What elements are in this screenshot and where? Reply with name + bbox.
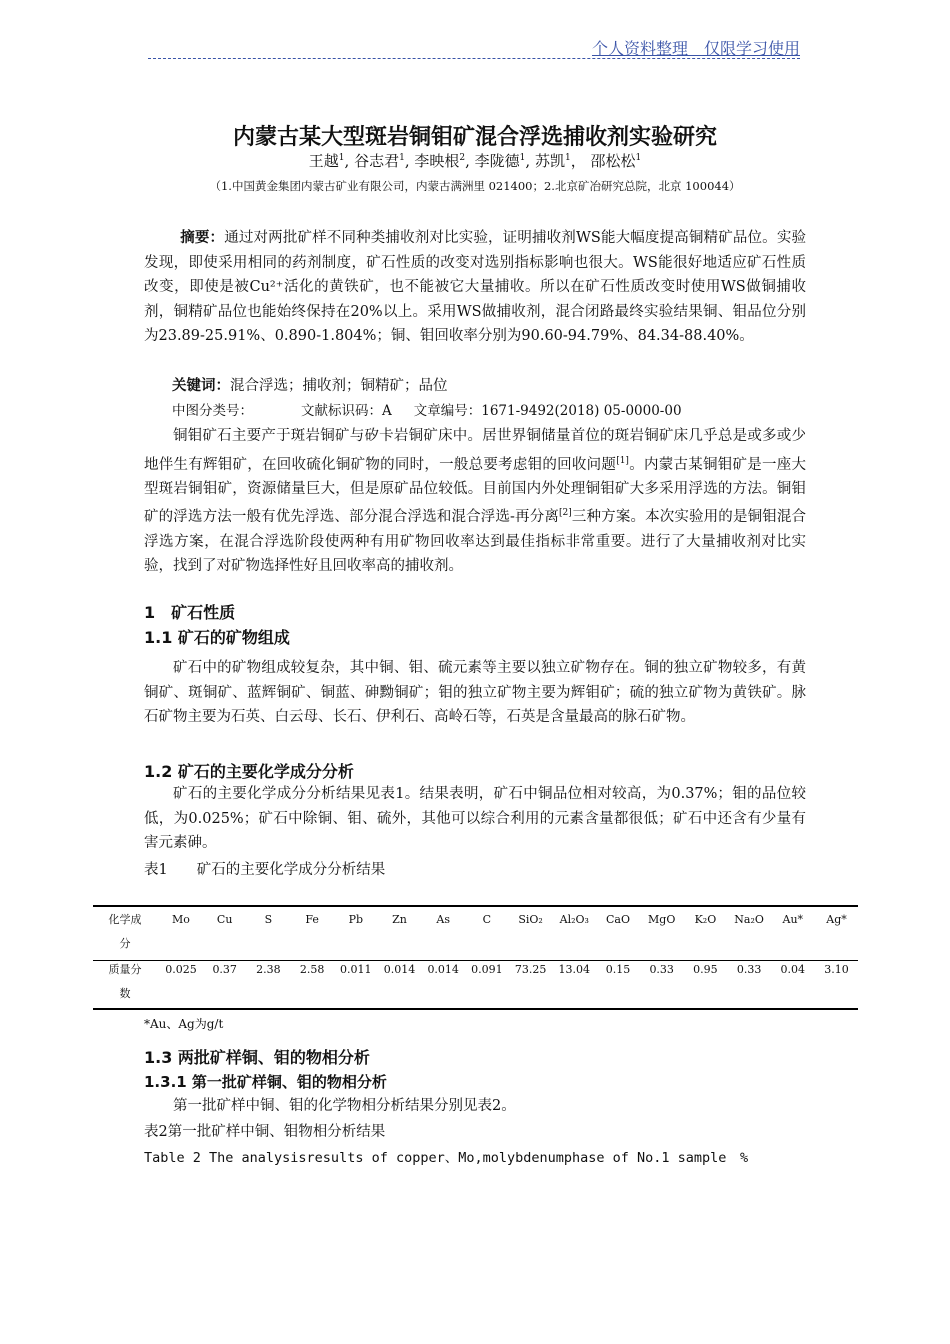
table1-cell: 3.10 (824, 963, 849, 976)
affiliation: （1.中国黄金集团内蒙古矿业有限公司，内蒙古满洲里 021400；2.北京矿冶研究总院，北京 100044） (209, 179, 741, 193)
author-name: 谷志君 (354, 152, 400, 170)
document-code: 文献标识码：A (301, 403, 392, 419)
author-affiliation-mark: 1 (564, 153, 571, 163)
watermark-text: 个人资料整理 仅限学习使用 (591, 39, 800, 58)
author-affiliation-mark: 1 (519, 153, 526, 163)
mineral-composition-paragraph: 矿石中的矿物组成较复杂，其中铜、钼、硫元素等主要以独立矿物存在。铜的独立矿物较多，有黄铜矿、斑铜矿、蓝辉铜矿、铜蓝、砷黝铜矿；钼的独立矿物主要为辉钼矿；硫的独立矿物为黄铁矿。脉石矿物主要为石英、白云母、长石、伊利石、高岭石等，石英是含量最高的脉石矿物。 (144, 660, 806, 725)
table1-column-header: Pb (348, 913, 364, 926)
table1-cell: 0.33 (736, 963, 762, 976)
intro-text: 铜钼矿石主要产于斑岩铜矿与矽卡岩铜矿床中。居世界铜储量首位的斑岩铜矿床几乎总是或多或少地伴生有辉钼矿，在回收硫化铜矿物的同时，一般总要考虑钼的回收问题 (144, 428, 806, 473)
table1-cell: 2.38 (256, 963, 281, 976)
keywords-label: 关键词： (172, 378, 230, 394)
table2-caption-cn: 表2第一批矿样中铜、钼物相分析结果 (144, 1124, 386, 1140)
clc-label: 中图分类号： (172, 403, 253, 419)
table1-column-header: As (436, 913, 450, 926)
table1-cell: 0.37 (212, 963, 237, 976)
table1-column-header: S (264, 913, 273, 926)
table1-column-header: K₂O (694, 913, 717, 926)
table1-cell: 0.091 (471, 963, 503, 976)
section-heading-1: 1 矿石性质 (144, 603, 236, 622)
table1-column-header: CaO (606, 913, 630, 926)
table1-cell: 73.25 (514, 963, 547, 976)
author-name: 李映根 (414, 152, 460, 170)
table1-header-label-line: 分 (119, 937, 131, 950)
table1-header-label (100, 908, 150, 956)
keywords (172, 374, 802, 399)
table1-row-label-line: 数 (119, 987, 131, 1000)
author-list: 王越$^1$, 谷志君$^1$, 李映根$^2$, 李陇德$^1$, 苏凯$^1$， 邵松松$^1$ (308, 152, 642, 170)
paper-title: 内蒙古某大型斑岩铜钼矿混合浮选捕收剂实验研究 (232, 125, 717, 150)
phase-analysis-paragraph: 第一批矿样中铜、钼的化学物相分析结果分别见表2。 (173, 1098, 516, 1114)
table1-column-header: C (482, 913, 492, 926)
table1-column-header: Cu (216, 913, 233, 926)
table1-column-header: SiO₂ (518, 913, 543, 926)
table1-cell: 0.014 (383, 963, 416, 976)
table1-cell: 0.04 (780, 963, 806, 976)
table1-cell: 0.011 (340, 963, 372, 976)
table1-header-label-line: 化学成 (108, 913, 142, 926)
citation-ref[interactable]: [1] (616, 455, 629, 466)
table1-column-header: MgO (648, 913, 676, 926)
table1-bottom-rule (93, 1008, 858, 1010)
table1-row-label-line: 质量分 (108, 963, 142, 976)
author-affiliation-mark: 1 (399, 153, 405, 163)
table1-cell: 0.33 (649, 963, 674, 976)
author-affiliation-mark: 2 (459, 153, 466, 163)
author-name: 李陇德 (474, 152, 520, 170)
section-heading-1-3-1: 1.3.1 第一批矿样铜、钼的物相分析 (144, 1073, 387, 1091)
table1-cell: 2.58 (299, 963, 325, 976)
abstract-label: 摘要： (180, 230, 225, 246)
author-affiliation-mark: 1 (338, 153, 345, 163)
chemical-analysis-paragraph: 矿石的主要化学成分分析结果见表1。结果表明，矿石中铜品位相对较高，为0.37%；钼的品位较低，为0.025%；矿石中除铜、钼、硫外，其他可以综合利用的元素含量都很低；矿石中还含有少量有害元素砷。 (144, 786, 806, 851)
table1-cell: 0.014 (427, 963, 459, 976)
table1-column-header: Fe (305, 913, 319, 926)
table1-caption: 表1 矿石的主要化学成分分析结果 (144, 862, 386, 878)
section-heading-1-1: 1.1 矿石的矿物组成 (144, 628, 290, 647)
table1-note: *Au、Ag为g/t (144, 1017, 224, 1031)
table1-column-header: Mo (172, 913, 190, 926)
table1-column-header: Na₂O (734, 913, 764, 926)
section-heading-1-3: 1.3 两批矿样铜、钼的物相分析 (144, 1048, 370, 1067)
table1-cell: 13.04 (558, 963, 591, 976)
table1-top-rule (93, 905, 858, 907)
citation-ref[interactable]: [2] (559, 508, 572, 519)
table1-column-header: Al₂O₃ (559, 913, 589, 926)
table1-column-header: Zn (392, 913, 407, 926)
introduction-paragraph (144, 424, 806, 579)
table1-row-label (100, 958, 150, 1006)
intro-text: 。内蒙古某铜钼矿是一座大型斑岩铜钼矿，资源储量巨大，但是原矿品位较低。目前国内外处理铜钼矿大多采用浮选的方法。铜钼矿的浮选方法一般有优先浮选、部分混合浮选和混合浮选-再分离 (144, 456, 807, 526)
section-heading-1-2: 1.2 矿石的主要化学成分分析 (144, 762, 354, 781)
author-name: 邵松松 (590, 152, 636, 170)
table1-column-header: Ag* (826, 913, 847, 926)
abstract (144, 226, 806, 349)
author-name: 王越 (308, 152, 339, 170)
table1-cell: 0.95 (693, 963, 718, 976)
table1-cell: 0.025 (165, 963, 197, 976)
watermark-line (148, 36, 800, 59)
article-number: 文章编号：1671-9492(2018) 05-0000-00 (413, 403, 682, 419)
intro-text: 三种方案。本次实验用的是铜钼混合浮选方案，在混合浮选阶段使两种有用矿物回收率达到最佳指标非常重要。进行了大量捕收剂对比实验，找到了对矿物选择性好且回收率高的捕收剂。 (144, 509, 807, 575)
author-name: 苏凯 (534, 152, 565, 170)
classification-line (172, 399, 802, 424)
table1-cell: 0.15 (605, 963, 631, 976)
table1-column-header: Au* (782, 913, 804, 926)
keywords-text: 混合浮选；捕收剂；铜精矿；品位 (230, 378, 448, 394)
author-affiliation-mark: 1 (635, 153, 642, 163)
table2-caption-en: Table 2 The analysisresults of copper、Mo,molybdenumphase of No.1 sample % (144, 1150, 749, 1166)
abstract-text: 通过对两批矿样不同种类捕收剂对比实验，证明捕收剂WS能大幅度提高铜精矿品位。实验发现，即使采用相同的药剂制度，矿石性质的改变对选别指标影响也很大。WS能很好地适应矿石性质改变，即使是被Cu²⁺活化的黄铁矿，也不能被它大量捕收。所以在矿石性质改变时使用WS做铜捕收剂，铜精矿品位也能始终保持在20%以上。采用WS做捕收剂，混合闭路最终实验结果铜、钼品位分别为23.89-25.91%、0.890-1.804%；铜、钼回收率分别为90.60-94.79%、84.34-88.40%。 (144, 230, 806, 344)
